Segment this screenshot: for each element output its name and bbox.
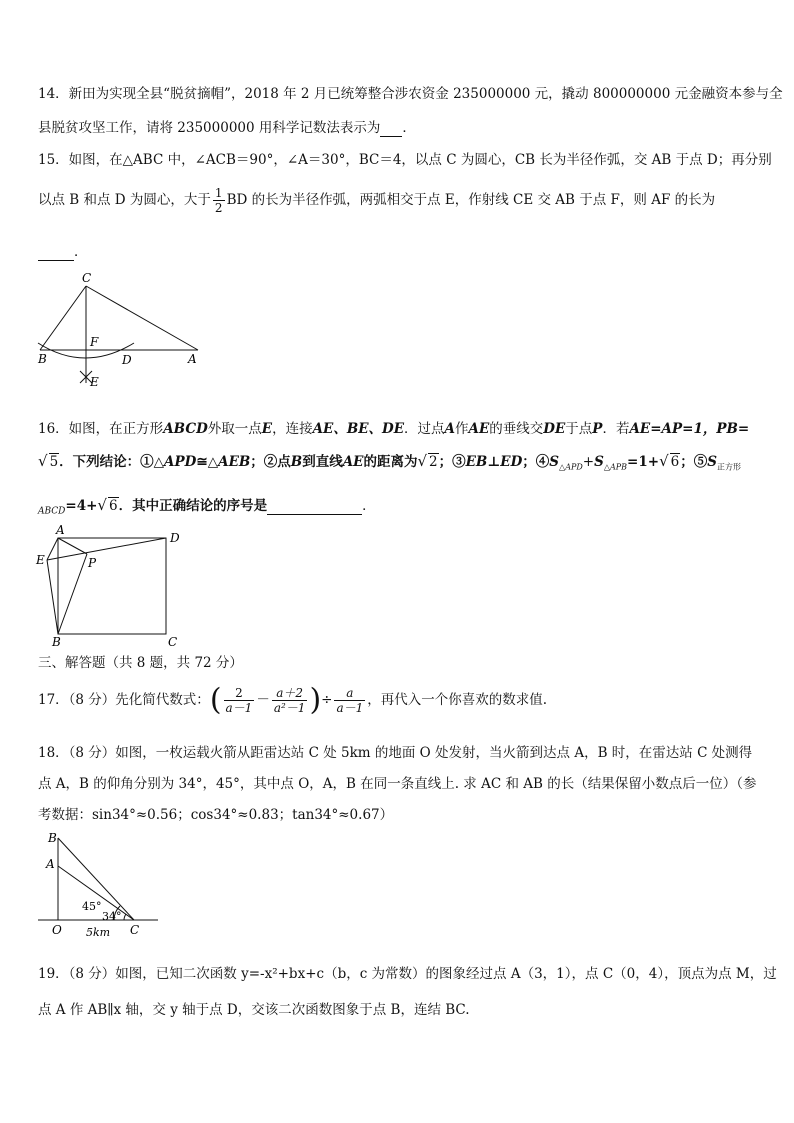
- q17-frac2: [272, 686, 308, 715]
- t: 于点: [565, 421, 593, 437]
- label-A: A: [56, 523, 65, 537]
- t: ．过点: [404, 421, 445, 437]
- t: S: [594, 454, 604, 470]
- t: a－1: [225, 701, 253, 715]
- square-ABCD: [58, 538, 166, 634]
- t: +: [582, 454, 595, 470]
- q16-line1: [38, 417, 749, 437]
- t: P: [592, 421, 603, 437]
- q19-line1: 19．（8 分）如图，已知二次函数 y=-x²+bx+c（b，c 为常数）的图象经过点 A（3，1），点 C（0，4），顶点为点 M，过: [38, 966, 777, 982]
- q17-frac3: [334, 686, 365, 715]
- t: AE: [342, 454, 364, 470]
- sqrt-5: 5: [49, 454, 59, 470]
- q14-line2: [38, 116, 416, 137]
- q15-line1: 15．如图，在△ABC 中，∠ACB＝90°，∠A＝30°，BC＝4，以点 C 为圆心，CB 长为半径作弧，交 AB 于点 D；再分别: [38, 152, 772, 168]
- t: =4+: [65, 498, 98, 514]
- sqrt-2: 2: [429, 454, 438, 470]
- q16-line2: √ 5．下列结论：①△APD≅△AEB；②点B到直线AE的距离为√ 2；③EB⊥ED；$④S_{\triangle APD}+S_{\triangle APB}=1+√$ 6；$⑤S_{正方形}$: [38, 452, 741, 472]
- t: B: [290, 454, 303, 470]
- t: ；②点: [250, 454, 291, 470]
- q14-answer-blank: [380, 120, 402, 137]
- sqrt-6b: 6: [108, 498, 118, 514]
- q15-text-b: BD 的长为半径作弧，两弧相交于点 E，作射线 CE 交 AB 于点 F，则 AF 的长为: [226, 192, 716, 208]
- t: 17．（8 分）先化简代数式：: [38, 692, 210, 708]
- q15-figure: [30, 268, 210, 393]
- t: AE: [468, 421, 490, 437]
- q16-answer-blank: [267, 498, 362, 515]
- q15-fraction: [213, 186, 225, 215]
- t: ABCD: [38, 506, 66, 517]
- q16-line3: $_{ABCD}$=4+√ 6．其中正确结论的序号是 ．: [38, 496, 376, 517]
- t: a－1: [336, 701, 364, 715]
- segment-EB: [47, 560, 58, 634]
- t: S: [549, 454, 560, 470]
- t: ，连接: [272, 421, 313, 437]
- label-P: P: [88, 556, 97, 570]
- t: ；③: [438, 454, 466, 470]
- frac-num: 1: [214, 186, 223, 200]
- label-A: A: [46, 857, 55, 871]
- t: 的垂线交: [489, 421, 544, 437]
- t: a＋2: [272, 686, 308, 701]
- t: EB⊥ED: [465, 454, 523, 470]
- q14-text: 县脱贫攻坚工作，请将 235000000 用科学记数法表示为: [38, 120, 381, 136]
- label-angle-34: 34°: [102, 910, 122, 923]
- t: 16．如图，在正方形: [38, 421, 164, 437]
- segment-AP: [58, 538, 87, 554]
- t: 正方形: [716, 462, 741, 472]
- t: ≅△: [196, 454, 219, 470]
- segment-PB: [58, 554, 87, 634]
- t: △APB: [603, 462, 628, 472]
- q16-figure: [30, 522, 190, 647]
- t: 的距离为: [363, 454, 418, 470]
- t: DE: [543, 421, 566, 437]
- t: A: [444, 421, 456, 437]
- label-B: B: [38, 352, 47, 366]
- label-B: B: [52, 635, 61, 647]
- label-F: F: [90, 335, 99, 349]
- q14-end: ．: [402, 120, 416, 136]
- q19-line2: 点 A 作 AB∥x 轴，交 y 轴于点 D，交该二次函数图象于点 B，连结 BC.: [38, 1002, 470, 1018]
- t: AEB: [218, 454, 251, 470]
- q15-text-a: 以点 B 和点 D 为圆心，大于: [38, 192, 211, 208]
- t: a: [334, 686, 365, 701]
- q15-end: ．: [74, 244, 88, 260]
- segment-CB: [40, 286, 86, 350]
- frac-den: 2: [214, 201, 223, 215]
- segment-AE: [47, 538, 58, 560]
- t: ABCD: [163, 421, 208, 437]
- label-C: C: [130, 923, 140, 937]
- t: ；④: [522, 454, 550, 470]
- t: 作: [455, 421, 469, 437]
- label-D: D: [122, 353, 132, 367]
- t: ÷: [321, 692, 333, 708]
- t: ．: [362, 498, 376, 514]
- q18-line2: 点 A，B 的仰角分别为 34°，45°，其中点 O，A，B 在同一条直线上. 求 AC 和 AB 的长（结果保留小数点后一位）（参: [38, 776, 757, 792]
- q15-line2: [38, 180, 715, 220]
- label-E: E: [90, 375, 99, 389]
- label-angle-45: 45°: [82, 900, 102, 913]
- section-heading: 三、解答题（共 8 题，共 72 分）: [38, 655, 243, 671]
- angle-arc-34: [124, 914, 126, 920]
- sqrt-6: 6: [670, 454, 680, 470]
- label-O: O: [52, 923, 62, 937]
- t: －: [256, 692, 270, 708]
- t: ；⑤: [680, 454, 708, 470]
- t: AE=AP=1，PB=: [629, 421, 750, 437]
- label-A: A: [188, 352, 197, 366]
- t: △APD: [559, 462, 583, 472]
- segment-CA: [86, 286, 198, 350]
- t: =1+: [627, 454, 660, 470]
- t: ．其中正确结论的序号是: [118, 498, 268, 514]
- t: a²－1: [273, 701, 306, 715]
- t: 外取一点: [207, 421, 262, 437]
- q18-line1: 18．（8 分）如图，一枚运载火箭从距雷达站 C 处 5km 的地面 O 处发射，当火箭到达点 A，B 时，在雷达站 C 处测得: [38, 745, 753, 761]
- q17-frac1: [224, 686, 255, 715]
- t: 到直线: [302, 454, 343, 470]
- t: ，再代入一个你喜欢的数求值.: [367, 692, 548, 708]
- q15-answer-blank: [38, 244, 74, 261]
- t: 2: [224, 686, 255, 701]
- q17-line: 17．（8 分）先化简代数式：( $\frac{2}{a-1}$ － $\frac{a+2}{\text{a²－1}}$ )÷ $\frac{a}{a-1}$ ，再代入一个你喜欢的数求值.: [38, 682, 548, 718]
- t: APD: [164, 454, 197, 470]
- label-C: C: [82, 271, 92, 285]
- label-C: C: [168, 635, 178, 647]
- label-B: B: [48, 831, 57, 845]
- t: ．若: [602, 421, 630, 437]
- t: AE、BE、DE: [312, 421, 405, 437]
- q14-line1: 14．新田为实现全县“脱贫摘帽”，2018 年 2 月已统筹整合涉农资金 235000000 元，撬动 800000000 元金融资本参与全: [38, 86, 783, 102]
- label-5km: 5km: [86, 926, 111, 939]
- t: S: [707, 454, 717, 470]
- t: ．下列结论：①△: [59, 454, 165, 470]
- t: E: [261, 421, 273, 437]
- label-E: E: [36, 553, 45, 567]
- q18-figure: [34, 830, 164, 940]
- label-D: D: [170, 531, 180, 545]
- q18-line3: 考数据：sin34°≈0.56；cos34°≈0.83；tan34°≈0.67）: [38, 807, 394, 823]
- q15-line3: [38, 240, 88, 261]
